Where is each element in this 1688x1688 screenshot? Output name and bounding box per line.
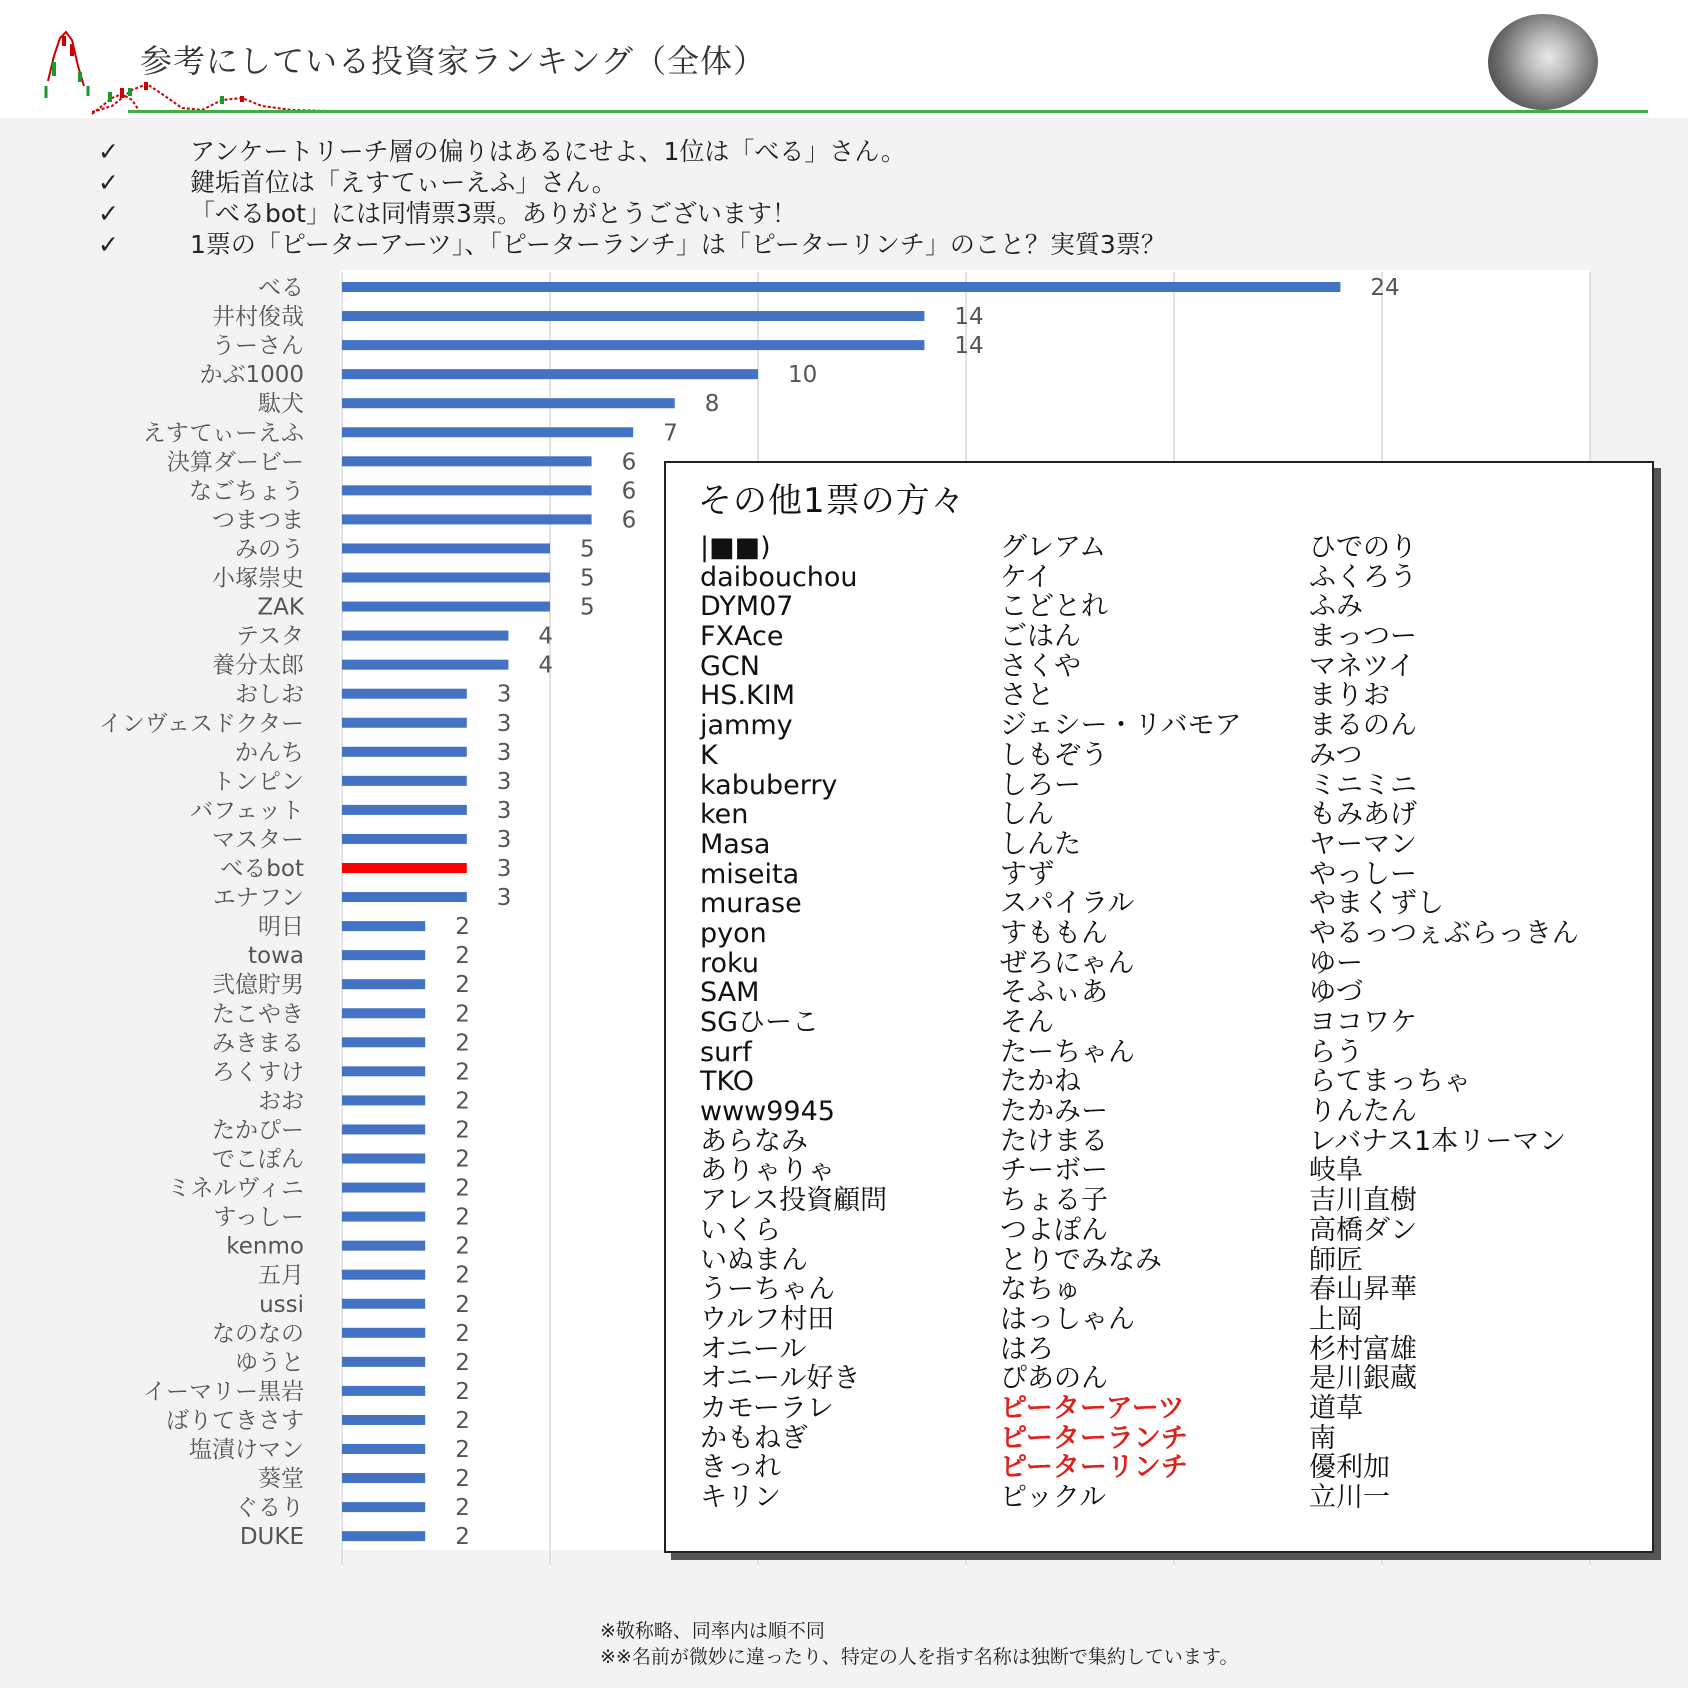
- category-label: DUKE: [239, 1524, 304, 1551]
- category-label: ミネルヴィニ: [167, 1175, 304, 1202]
- bar: [342, 282, 1340, 292]
- bar: [342, 1531, 425, 1541]
- bar: [342, 1328, 425, 1338]
- others-name: ピーターアーツ: [1000, 1392, 1185, 1424]
- footnote-line: ※※名前が微妙に違ったり、特定の人を指す名称は独断で集約しています。: [600, 1646, 1239, 1668]
- value-label: 2: [455, 1349, 470, 1376]
- others-name: はっしゃん: [1000, 1303, 1135, 1335]
- others-name: murase: [700, 888, 802, 920]
- bar: [342, 1241, 425, 1251]
- others-name: ミニミニ: [1309, 769, 1417, 801]
- bar: [342, 602, 550, 612]
- others-name: pyon: [700, 917, 767, 949]
- others-name: ヤーマン: [1309, 828, 1417, 860]
- others-name: ピーターランチ: [1000, 1422, 1188, 1454]
- others-name: いぬまん: [700, 1244, 808, 1276]
- note-item: ✓ 「べるbot」には同情票3票。ありがとうございます！: [98, 199, 797, 228]
- others-name: ごはん: [1000, 621, 1081, 653]
- others-name: ken: [700, 799, 749, 831]
- bar: [342, 1066, 425, 1076]
- others-name: うーちゃん: [700, 1274, 835, 1306]
- category-label: ろくすけ: [212, 1059, 304, 1086]
- others-name: もみあげ: [1309, 799, 1417, 831]
- value-label: 2: [455, 1466, 470, 1493]
- value-label: 2: [455, 1378, 470, 1405]
- category-label: べる: [258, 275, 304, 301]
- others-name: jammy: [700, 710, 793, 742]
- value-label: 2: [455, 1291, 470, 1318]
- category-label: みきまる: [212, 1030, 304, 1057]
- value-label: 2: [455, 1524, 470, 1551]
- others-name: なちゅ: [1000, 1274, 1081, 1306]
- others-name: グレアム: [1000, 532, 1107, 563]
- others-column-1: [700, 533, 887, 1513]
- page-title: 参考にしている投資家ランキング（全体）: [140, 42, 767, 80]
- category-label: でこぽん: [212, 1146, 304, 1173]
- value-label: 2: [455, 1262, 470, 1289]
- others-name: DYM07: [700, 591, 794, 623]
- others-name: ジェシー・リバモア: [1000, 710, 1242, 742]
- category-label: インヴェスドクター: [98, 710, 304, 737]
- others-name: たーちゃん: [1000, 1036, 1135, 1068]
- others-name: しんた: [1000, 828, 1081, 860]
- category-label: 五月: [258, 1262, 304, 1289]
- bar: [342, 1502, 425, 1512]
- others-name: ピーターリンチ: [1000, 1452, 1188, 1484]
- category-label: kenmo: [226, 1233, 304, 1260]
- category-label: 弐億貯男: [212, 972, 304, 999]
- others-name: マネツイ: [1309, 650, 1415, 682]
- others-name: SAM: [700, 977, 760, 1009]
- value-label: 3: [496, 768, 512, 795]
- category-label: 塩漬けマン: [189, 1437, 304, 1463]
- others-name: やっしー: [1309, 858, 1417, 890]
- category-label: 小塚崇史: [212, 565, 304, 592]
- category-label: 駄犬: [258, 391, 304, 418]
- bar: [342, 805, 467, 815]
- value-label: 2: [455, 1117, 470, 1144]
- others-name: かもねぎ: [700, 1422, 808, 1454]
- value-label: 4: [538, 652, 554, 679]
- value-label: 3: [496, 681, 512, 708]
- bar: [342, 485, 592, 495]
- category-label: 葵堂: [258, 1466, 304, 1493]
- category-label: トンピン: [212, 768, 304, 795]
- others-name: たかみー: [1000, 1096, 1108, 1128]
- value-label: 2: [455, 1320, 470, 1347]
- bar: [342, 1299, 425, 1309]
- category-label: towa: [248, 943, 304, 970]
- category-label: かんち: [235, 739, 304, 766]
- value-label: 3: [496, 739, 512, 766]
- others-name: たかね: [1000, 1066, 1081, 1098]
- category-label: えすてぃーえふ: [142, 420, 304, 447]
- others-name: www9945: [700, 1096, 835, 1128]
- category-label: うーさん: [212, 333, 304, 360]
- value-label: 5: [580, 594, 595, 621]
- others-name: ピックル: [1000, 1482, 1107, 1513]
- category-label: おしお: [235, 681, 304, 708]
- others-name: 道草: [1309, 1392, 1363, 1424]
- bar: [342, 427, 633, 437]
- bar: [342, 340, 924, 350]
- value-label: 3: [496, 885, 512, 912]
- bar: [342, 1415, 425, 1425]
- bar: [342, 1037, 425, 1047]
- others-name: SGひーこ: [700, 1007, 820, 1038]
- bar: [342, 456, 592, 466]
- bar: [342, 1154, 425, 1164]
- category-label: 養分太郎: [212, 652, 304, 679]
- value-label: 2: [455, 1001, 470, 1028]
- others-name: らてまっちゃ: [1309, 1066, 1471, 1098]
- others-name: しん: [1000, 799, 1054, 831]
- bar: [342, 747, 467, 757]
- others-name: ウルフ村田: [700, 1303, 835, 1335]
- others-name: やるっつぇぶらっきん: [1309, 917, 1579, 949]
- others-name: 春山昇華: [1309, 1274, 1417, 1306]
- category-label: ぐるり: [235, 1495, 304, 1522]
- bar: [342, 543, 550, 553]
- others-name: 岐阜: [1309, 1155, 1363, 1187]
- bar: [342, 1444, 425, 1454]
- others-name: 高橋ダン: [1309, 1214, 1418, 1246]
- others-name: やまくずし: [1309, 888, 1444, 920]
- checkmark-icon: ✓: [98, 137, 119, 166]
- note-item: ✓ 1票の「ピーターアーツ」、「ピーターランチ」は「ピーターリンチ」のこと？実質3票？: [98, 230, 1166, 259]
- category-label: なごちょう: [189, 478, 304, 505]
- others-name: daibouchou: [700, 561, 858, 593]
- value-label: 2: [455, 1059, 470, 1086]
- others-name: キリン: [700, 1482, 781, 1513]
- checkmark-icon: ✓: [98, 199, 119, 228]
- others-name: スパイラル: [1000, 888, 1135, 920]
- category-label: ばりてきさす: [166, 1407, 304, 1434]
- value-label: 2: [455, 1146, 470, 1173]
- others-name: ふみ: [1309, 591, 1363, 623]
- others-name: ふくろう: [1309, 561, 1417, 593]
- others-name: らう: [1309, 1036, 1363, 1068]
- value-label: 6: [621, 507, 637, 534]
- value-label: 3: [496, 710, 512, 737]
- bar: [342, 573, 550, 583]
- bar: [342, 689, 467, 699]
- others-name: まっつー: [1309, 621, 1417, 653]
- others-name: ゆづ: [1309, 977, 1363, 1009]
- others-name: はろ: [1000, 1333, 1054, 1365]
- others-name: HS.KIM: [700, 680, 795, 712]
- value-label: 2: [455, 1088, 470, 1115]
- others-name: オニール好き: [700, 1363, 861, 1395]
- value-label: 5: [580, 565, 595, 592]
- others-name: ケイ: [1000, 561, 1053, 593]
- category-label: ゆうと: [235, 1349, 304, 1376]
- checkmark-icon: ✓: [98, 168, 119, 197]
- value-label: 3: [496, 856, 512, 882]
- value-label: 2: [455, 972, 470, 999]
- others-column-3: [1309, 533, 1579, 1513]
- others-name: きっれ: [700, 1452, 781, 1484]
- others-name: しろー: [1000, 769, 1081, 801]
- bar: [342, 1386, 425, 1396]
- value-label: 14: [954, 304, 984, 331]
- value-label: 10: [788, 362, 818, 389]
- value-label: 14: [954, 333, 984, 360]
- others-name: ありゃりゃ: [700, 1155, 835, 1187]
- note-item: ✓ 鍵垢首位は「えすてぃーえふ」さん。: [98, 168, 617, 197]
- value-label: 4: [538, 623, 554, 650]
- footnotes: [600, 1618, 1238, 1670]
- others-name: つよぽん: [1000, 1214, 1108, 1246]
- others-name: そん: [1000, 1007, 1054, 1038]
- category-label: 明日: [258, 914, 304, 941]
- others-name: チーボー: [1000, 1155, 1108, 1187]
- bar: [342, 398, 675, 408]
- bar: [342, 863, 467, 873]
- footnote-line: ※敬称略、同率内は順不同: [600, 1620, 825, 1642]
- others-name: kabuberry: [700, 769, 838, 801]
- bar: [342, 631, 508, 641]
- others-name: ぜろにゃん: [1000, 947, 1135, 979]
- bar: [342, 718, 467, 728]
- category-label: エナフン: [212, 885, 304, 912]
- value-label: 2: [455, 1495, 470, 1522]
- others-name: Masa: [700, 828, 771, 860]
- value-label: 2: [455, 1407, 470, 1434]
- others-panel: [664, 461, 1654, 1553]
- others-name: オニール: [700, 1333, 807, 1365]
- category-label: たかぴー: [212, 1117, 304, 1144]
- category-label: たこやき: [212, 1001, 304, 1028]
- others-column-2: [1000, 533, 1242, 1513]
- category-label: なのなの: [212, 1320, 304, 1347]
- value-label: 2: [455, 943, 470, 970]
- value-label: 3: [496, 826, 512, 853]
- value-label: 5: [580, 536, 595, 563]
- others-title: その他1票の方々: [698, 481, 966, 521]
- others-name: ひでのり: [1309, 532, 1417, 563]
- value-label: 2: [455, 914, 470, 941]
- bar: [342, 369, 758, 379]
- bar: [342, 1095, 425, 1105]
- bar: [342, 776, 467, 786]
- others-name: FXAce: [700, 621, 784, 653]
- others-name: ぴあのん: [1000, 1363, 1108, 1395]
- others-name: まりお: [1309, 680, 1390, 712]
- others-name: たけまる: [1000, 1125, 1108, 1157]
- value-label: 2: [455, 1030, 470, 1057]
- others-name: あらなみ: [700, 1125, 808, 1157]
- bar: [342, 1357, 425, 1367]
- others-name: いくら: [700, 1214, 781, 1246]
- others-name: まるのん: [1309, 710, 1417, 742]
- others-name: さくや: [1000, 650, 1081, 682]
- value-label: 3: [496, 797, 512, 824]
- value-label: 6: [621, 449, 637, 476]
- others-name: とりでみなみ: [1000, 1244, 1162, 1276]
- category-label: おお: [258, 1088, 304, 1115]
- bar: [342, 1124, 425, 1134]
- category-label: テスタ: [235, 623, 304, 650]
- others-name: レバナス1本リーマン: [1309, 1125, 1567, 1157]
- bar: [342, 892, 467, 902]
- category-label: ZAK: [257, 594, 304, 621]
- note-item: ✓ アンケートリーチ層の偏りはあるにせよ、1位は「べる」さん。: [98, 137, 906, 166]
- bar: [342, 1270, 425, 1280]
- others-name: GCN: [700, 650, 760, 682]
- others-name: surf: [700, 1036, 752, 1068]
- bar: [342, 311, 924, 321]
- value-label: 6: [621, 478, 637, 505]
- category-label: バフェット: [190, 797, 304, 824]
- category-label: つまつま: [212, 507, 304, 534]
- bar: [342, 979, 425, 989]
- others-name: ちょる子: [1000, 1185, 1108, 1217]
- bar: [342, 950, 425, 960]
- others-name: みつ: [1309, 739, 1363, 771]
- others-name: 吉川直樹: [1309, 1185, 1417, 1217]
- others-name: こどとれ: [1000, 591, 1108, 623]
- bar: [342, 1008, 425, 1018]
- category-label: マスター: [212, 826, 304, 853]
- others-name: そふぃあ: [1000, 977, 1108, 1009]
- category-label: イーマリー黒岩: [143, 1378, 304, 1405]
- category-label: すっしー: [213, 1204, 304, 1231]
- value-label: 2: [455, 1175, 470, 1202]
- category-label: べるbot: [220, 856, 304, 882]
- others-name: miseita: [700, 858, 800, 890]
- others-name: ヨコワケ: [1309, 1007, 1417, 1038]
- others-name: さと: [1000, 680, 1054, 712]
- others-name: 優利加: [1309, 1452, 1390, 1484]
- others-name: ゆー: [1309, 947, 1363, 979]
- others-name: 師匠: [1309, 1244, 1363, 1276]
- others-name: roku: [700, 947, 759, 979]
- others-name: TKO: [700, 1066, 754, 1098]
- bar: [342, 834, 467, 844]
- value-label: 24: [1370, 275, 1400, 301]
- category-label: 井村俊哉: [212, 304, 304, 331]
- value-label: 7: [663, 420, 678, 447]
- others-name: K: [700, 739, 718, 771]
- category-label: 決算ダービー: [166, 449, 304, 476]
- value-label: 2: [455, 1437, 470, 1463]
- others-name: カモーラレ: [700, 1392, 834, 1424]
- category-label: ussi: [259, 1291, 304, 1318]
- value-label: 8: [704, 391, 720, 418]
- bar: [342, 1183, 425, 1193]
- bar: [342, 1212, 425, 1222]
- others-name: 是川銀蔵: [1309, 1363, 1417, 1395]
- checkmark-icon: ✓: [98, 230, 119, 259]
- others-name: アレス投資顧問: [700, 1185, 888, 1217]
- value-label: 2: [455, 1204, 470, 1231]
- category-label: みのう: [235, 536, 304, 563]
- others-name: すももん: [1000, 917, 1108, 949]
- others-name: |■■): [700, 532, 771, 563]
- others-name: りんたん: [1309, 1096, 1417, 1128]
- others-name: すず: [1000, 858, 1055, 890]
- bar: [342, 1473, 425, 1483]
- others-name: 上岡: [1309, 1303, 1363, 1335]
- others-name: しもぞう: [1000, 739, 1108, 771]
- bar: [342, 660, 508, 670]
- others-name: 杉村富雄: [1309, 1333, 1417, 1365]
- others-name: 南: [1309, 1422, 1336, 1454]
- bar: [342, 514, 592, 524]
- others-name: 立川一: [1309, 1482, 1390, 1513]
- category-label: かぶ1000: [199, 362, 304, 389]
- value-label: 2: [455, 1233, 470, 1260]
- bar: [342, 921, 425, 931]
